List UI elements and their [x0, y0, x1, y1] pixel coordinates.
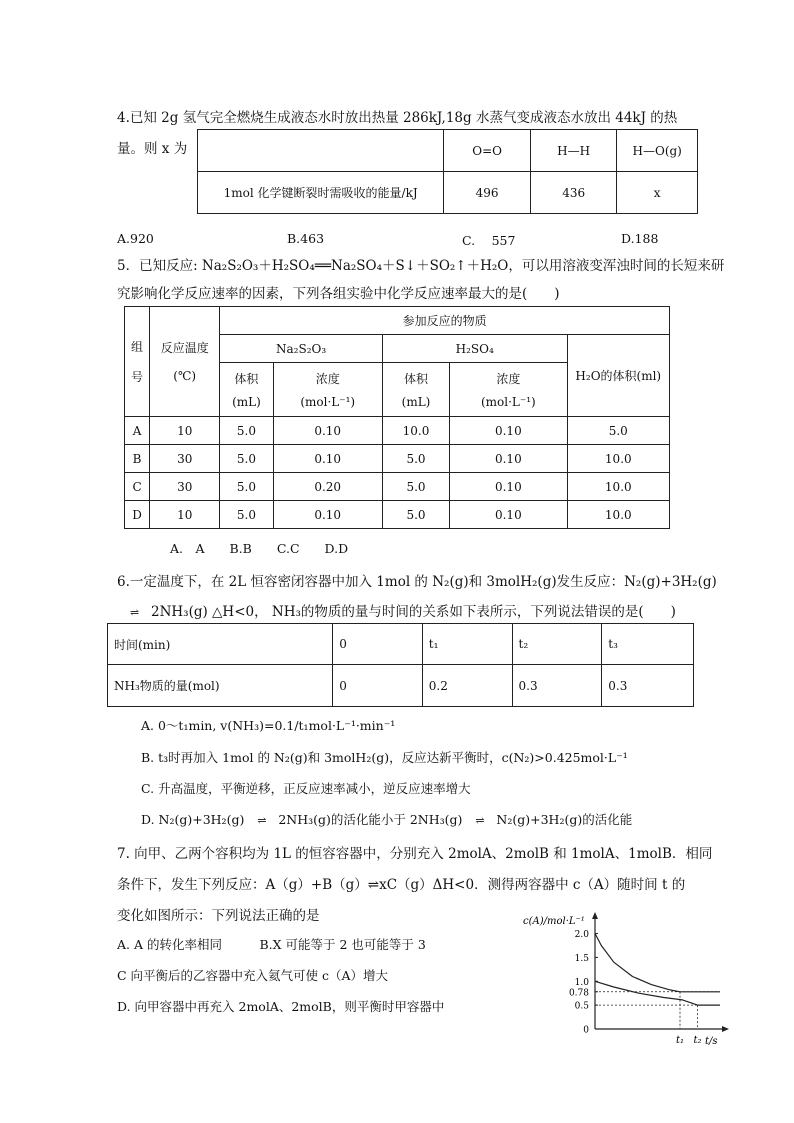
- cell: 5.0: [220, 473, 273, 501]
- q7-option-a-b: A. A 的转化率相同 B.X 可能等于 2 也可能等于 3: [117, 937, 426, 952]
- cell: 0: [333, 665, 423, 707]
- q4-option-b: B.463: [287, 231, 325, 246]
- x-tick-label: t₁: [675, 1035, 685, 1046]
- q5-line1: 5．已知反应: Na₂S₂O₃＋H₂SO₄══Na₂SO₄＋S↓＋SO₂↑＋H₂O，可以用溶液变浑浊时间的长短来研: [117, 258, 725, 274]
- q4-value-hh: 436: [530, 172, 617, 214]
- y-tick-label: 0.5: [574, 1001, 589, 1012]
- q6-line1: 6.一定温度下，在 2L 恒容密闭容器中加入 1mol 的 N₂(g)和 3molH₂(g)发生反应：N₂(g)+3H₂(g): [117, 574, 717, 590]
- q4-option-a: A.920: [117, 231, 154, 246]
- cell: C: [125, 473, 150, 501]
- y-tick-label: 0.78: [568, 988, 589, 999]
- table-row: [125, 445, 670, 473]
- cell: 0.10: [273, 445, 382, 473]
- q4-line1: 4.已知 2g 氢气完全燃烧生成液态水时放出热量 286kJ,18g 水蒸气变成液态水放出 44kJ 的热: [117, 110, 678, 126]
- reversible-arrow-icon: ⇌: [129, 606, 139, 619]
- x-tick-label: t₂: [693, 1035, 702, 1046]
- reversible-arrow-icon: ⇌: [475, 814, 484, 827]
- q7-option-c: C 向平衡后的乙容器中充入氦气可使 c（A）增大: [117, 968, 389, 983]
- cell: t₃: [602, 624, 694, 665]
- cell: 5.0: [382, 501, 449, 529]
- q6-option-c: C. 升高温度，平衡逆移，正反应速率减小，逆反应速率增大: [141, 781, 471, 796]
- cell: 10.0: [567, 501, 669, 529]
- x-axis-arrow-icon: [722, 1026, 729, 1032]
- cell: t₂: [512, 624, 602, 665]
- cell: t₁: [422, 624, 512, 665]
- q7-line2: 条件下，发生下列反应：A（g）+B（g）⇌xC（g）ΔH<0．测得两容器中 c（A）随时间 t 的: [117, 877, 686, 893]
- cell: A: [125, 417, 150, 445]
- y-tick-label: 0: [583, 1025, 589, 1036]
- y-axis-arrow-icon: [592, 912, 598, 919]
- cell: 5.0: [220, 445, 273, 473]
- q6-line2-wrap: [117, 600, 676, 620]
- q4-header-ho: H—O(g): [617, 130, 698, 172]
- q5-header-vol2: 体积 (mL): [382, 363, 449, 417]
- q4-option-c: C. 557: [462, 233, 516, 248]
- cell: 10.0: [567, 445, 669, 473]
- q6-nh3-table: [107, 623, 694, 707]
- cell: B: [125, 445, 150, 473]
- x-axis-label: t/s: [705, 1036, 718, 1047]
- y-tick-label: 2.0: [574, 930, 589, 941]
- q7-line1: 7. 向甲、乙两个容积均为 1L 的恒容容器中，分别充入 2molA、2molB 和 1molA、1molB．相同: [117, 846, 713, 862]
- q5-header-h2so4: H₂SO₄: [382, 335, 567, 363]
- q4-header-hh: H—H: [530, 130, 617, 172]
- y-tick-label: 1.0: [574, 977, 589, 988]
- series-line-乙: [595, 981, 720, 1005]
- cell: 0.3: [512, 665, 602, 707]
- cell: 10.0: [567, 473, 669, 501]
- q4-header-oo: O=O: [444, 130, 531, 172]
- q5-header-conc1: 浓度 (mol·L⁻¹): [273, 363, 382, 417]
- q4-value-oo: 496: [444, 172, 531, 214]
- cell: 10.0: [382, 417, 449, 445]
- cell: 0.10: [450, 501, 567, 529]
- q4-value-ho: x: [617, 172, 698, 214]
- q5-header-temp: 反应温度(℃): [150, 307, 220, 417]
- q5-header-group: 组号: [125, 307, 150, 417]
- table-row: [125, 501, 670, 529]
- q7-concentration-chart: [515, 910, 737, 1048]
- q5-header-reagents: 参加反应的物质: [220, 307, 670, 335]
- y-axis-label: c(A)/mol·L⁻¹: [523, 916, 585, 927]
- table-row: [125, 417, 670, 445]
- q5-header-water: H₂O的体积(ml): [567, 335, 669, 417]
- cell: 5.0: [567, 417, 669, 445]
- q5-options: A. A B.B C.C D.D: [170, 541, 349, 556]
- cell: 时间(min): [108, 624, 333, 665]
- q6-option-a: A. 0～t₁min, v(NH₃)=0.1/t₁mol·L⁻¹·min⁻¹: [141, 718, 396, 733]
- cell: 10: [150, 417, 220, 445]
- cell: 0.10: [450, 417, 567, 445]
- q6-line2: 2NH₃(g) △H<0， NH₃的物质的量与时间的关系如下表所示，下列说法错误的是( ): [151, 604, 676, 620]
- table-row: [125, 473, 670, 501]
- cell: 5.0: [382, 445, 449, 473]
- q6-option-d: [141, 810, 632, 828]
- cell: 5.0: [220, 501, 273, 529]
- q6-option-d-part3: N₂(g)+3H₂(g)的活化能: [496, 812, 633, 827]
- cell: 0.10: [450, 473, 567, 501]
- q6-option-d-part1: D. N₂(g)+3H₂(g): [141, 812, 245, 827]
- cell: 30: [150, 445, 220, 473]
- q5-header-na2s2o3: Na₂S₂O₃: [220, 335, 383, 363]
- cell: NH₃物质的量(mol): [108, 665, 333, 707]
- q5-header-conc2: 浓度 (mol·L⁻¹): [450, 363, 567, 417]
- q7-line3: 变化如图所示：下列说法正确的是: [117, 908, 320, 924]
- cell: 5.0: [382, 473, 449, 501]
- q4-option-d: D.188: [621, 231, 659, 246]
- cell: 5.0: [220, 417, 273, 445]
- series-line-甲: [595, 934, 720, 992]
- q6-option-b: B. t₃时再加入 1mol 的 N₂(g)和 3molH₂(g)，反应达新平衡时，c(N₂)>0.425mol·L⁻¹: [141, 750, 628, 765]
- cell: 0.2: [422, 665, 512, 707]
- cell: 10: [150, 501, 220, 529]
- q7-option-d: D. 向甲容器中再充入 2molA、2molB，则平衡时甲容器中: [117, 999, 445, 1014]
- cell: 0.10: [450, 445, 567, 473]
- q4-header-blank: [198, 130, 444, 172]
- q4-row-label: 1mol 化学键断裂时需吸收的能量/kJ: [198, 172, 444, 214]
- q6-option-d-part2: 2NH₃(g)的活化能小于 2NH₃(g): [278, 812, 463, 827]
- cell: 0.3: [602, 665, 694, 707]
- cell: D: [125, 501, 150, 529]
- q4-bond-energy-table: [197, 129, 698, 214]
- reversible-arrow-icon: ⇌: [257, 814, 266, 827]
- cell: 0: [333, 624, 423, 665]
- q5-line2: 究影响化学反应速率的因素，下列各组实验中化学反应速率最大的是( ): [117, 286, 560, 302]
- q5-header-vol1: 体积 (mL): [220, 363, 273, 417]
- y-tick-label: 1.5: [574, 953, 589, 964]
- q5-experiment-table: [124, 306, 670, 529]
- cell: 0.20: [273, 473, 382, 501]
- cell: 0.10: [273, 501, 382, 529]
- cell: 30: [150, 473, 220, 501]
- cell: 0.10: [273, 417, 382, 445]
- q4-line2: 量。则 x 为: [117, 141, 188, 157]
